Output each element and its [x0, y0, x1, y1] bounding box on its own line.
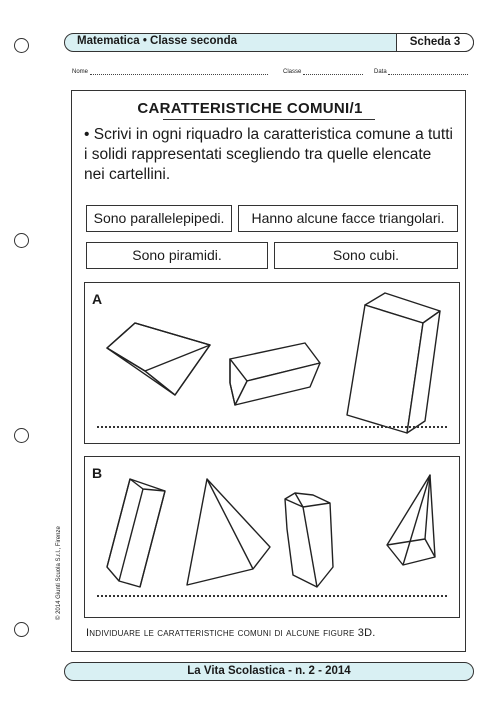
title-underline — [163, 119, 375, 120]
card-parallelepipeds: Sono parallelepipedi. — [86, 205, 232, 232]
panel-a-answer-line[interactable] — [97, 426, 447, 428]
footer-bar: La Vita Scolastica - n. 2 - 2014 — [64, 662, 474, 681]
header-bar — [64, 33, 474, 52]
name-field[interactable] — [72, 68, 268, 75]
sheet-number: Scheda 3 — [396, 33, 474, 52]
class-label: Classe — [283, 69, 302, 75]
class-field[interactable] — [283, 68, 363, 75]
panel-b-solids — [85, 457, 459, 617]
panel-b — [84, 456, 460, 618]
date-field[interactable] — [374, 68, 468, 75]
panel-b-answer-line[interactable] — [97, 595, 447, 597]
name-label: Nome — [72, 69, 89, 75]
footnote: Individuare le caratteristiche comuni di alcune figure 3D. — [86, 627, 376, 639]
binder-hole — [14, 233, 29, 248]
subject-title: Matematica • Classe seconda — [77, 35, 237, 47]
binder-hole — [14, 38, 29, 53]
tall-prism-shape — [347, 293, 440, 433]
binder-hole — [14, 428, 29, 443]
card-cubes: Sono cubi. — [274, 242, 458, 269]
date-label: Data — [374, 69, 387, 75]
pyramid-shape — [387, 475, 435, 565]
card-triangular-faces: Hanno alcune facce triangolari. — [238, 205, 458, 232]
copyright: © 2014 Giunti Scuola S.r.l., Firenze — [56, 526, 62, 620]
panel-a-solids — [85, 283, 459, 443]
binder-hole — [14, 622, 29, 637]
rectangular-prism-shape — [230, 343, 320, 405]
triangular-prism-shape — [107, 479, 165, 587]
triangular-pyramid-shape — [187, 479, 270, 585]
panel-b-label: B — [92, 465, 103, 481]
cube-shape — [107, 323, 210, 395]
truncated-prism-shape — [285, 493, 333, 587]
panel-a — [84, 282, 460, 444]
card-pyramids: Sono piramidi. — [86, 242, 268, 269]
instruction-text: • Scrivi in ogni riquadro la caratteristica comune a tutti i solidi rappresentati scegliendo tra quelle elencate nei cartellini. — [84, 126, 453, 183]
worksheet-title: CARATTERISTICHE COMUNI/1 — [137, 100, 363, 117]
panel-a-label: A — [92, 291, 103, 307]
